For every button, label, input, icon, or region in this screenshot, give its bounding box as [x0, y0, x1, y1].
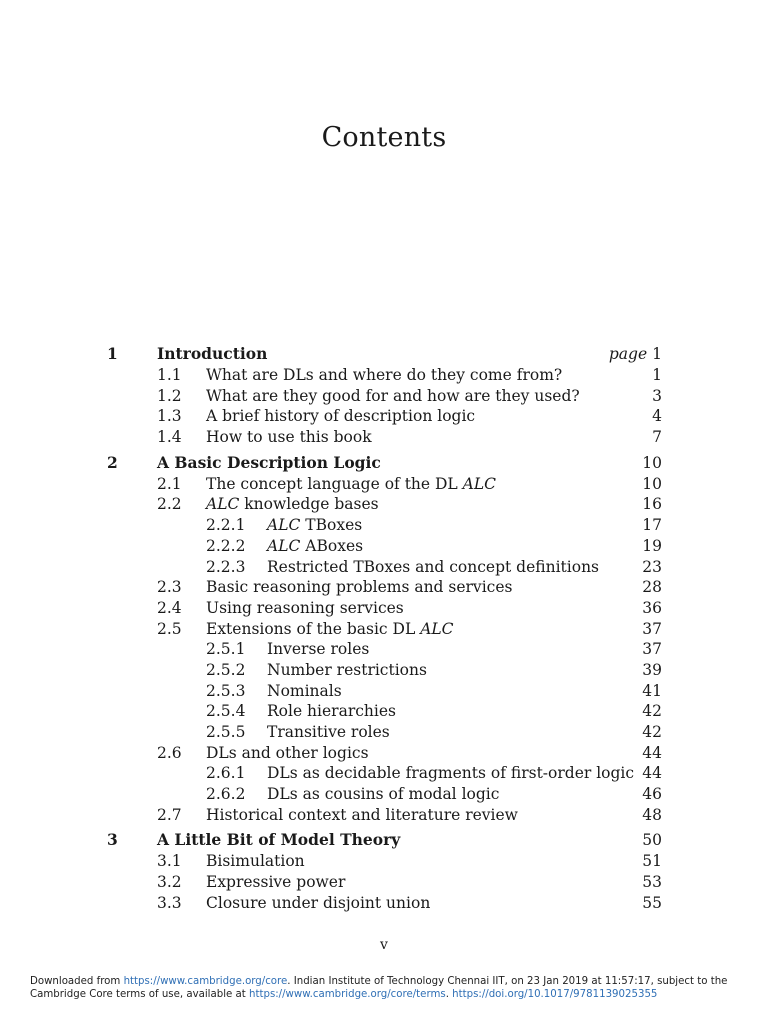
toc-section[interactable] — [0, 893, 768, 914]
toc-page-number — [642, 660, 662, 681]
toc-subsection[interactable] — [0, 701, 768, 722]
toc-title-text: Restricted TBoxes and concept definitions — [267, 557, 600, 576]
footer-text: . — [445, 989, 453, 1000]
toc-page-number — [642, 830, 662, 851]
toc-number: 1.4 — [157, 428, 182, 447]
toc-number: 2.3 — [157, 578, 182, 597]
toc-title — [157, 453, 381, 474]
toc-title-text: DLs and other logics — [206, 743, 369, 762]
toc-page-number — [652, 386, 662, 407]
toc-page-number — [642, 851, 662, 872]
toc-page-number — [642, 681, 662, 702]
toc-subsection[interactable] — [0, 763, 768, 784]
footer-text: Downloaded from — [30, 976, 124, 987]
page-number-value: 51 — [642, 852, 662, 871]
toc-page-number — [652, 427, 662, 448]
page-title: Contents — [321, 122, 447, 153]
page-prefix: page — [608, 345, 648, 363]
toc-number: 1.2 — [157, 386, 182, 405]
toc-page-number — [609, 344, 662, 365]
toc-title-text: knowledge bases — [239, 495, 379, 514]
toc-number: 2.2 — [157, 495, 182, 514]
toc-section[interactable] — [0, 805, 768, 826]
toc-page-number — [642, 872, 662, 893]
page-number-value: 4 — [652, 407, 662, 426]
toc-number: 2.2.3 — [206, 557, 246, 576]
toc-page-number — [642, 577, 662, 598]
page-number-value: 10 — [642, 474, 662, 493]
page-number-value: 44 — [642, 743, 662, 762]
footer-line-2 — [30, 988, 742, 1001]
toc-section[interactable] — [0, 365, 768, 386]
toc-number: 2.4 — [157, 598, 182, 617]
toc-page-number — [642, 743, 662, 764]
toc-page-number — [642, 494, 662, 515]
toc-title — [206, 427, 372, 448]
toc-title — [206, 365, 562, 386]
dl-name: ALC — [462, 474, 497, 493]
toc-section[interactable] — [0, 386, 768, 407]
toc-section[interactable] — [0, 743, 768, 764]
toc-title-text: Historical context and literature review — [206, 805, 518, 824]
page-number-value: 1 — [652, 345, 662, 363]
toc-title — [206, 494, 379, 515]
toc-number: 3 — [107, 830, 118, 850]
dl-name: ALC — [206, 495, 240, 514]
toc-number: 2.2.2 — [206, 536, 246, 555]
toc-subsection[interactable] — [0, 722, 768, 743]
page-number-value: 23 — [642, 557, 662, 576]
toc-section[interactable] — [0, 406, 768, 427]
toc-title-text: ABoxes — [300, 536, 364, 555]
toc-title — [206, 386, 580, 407]
toc-title — [206, 893, 430, 914]
toc-title-text: A Basic Description Logic — [157, 452, 381, 472]
toc-title-text: DLs as cousins of modal logic — [267, 785, 500, 804]
toc-number: 2.5.1 — [206, 640, 246, 659]
dl-name: ALC — [420, 619, 454, 638]
toc-number: 2.5.4 — [206, 702, 246, 721]
dl-name: ALC — [267, 536, 301, 555]
page-number-value: 41 — [642, 681, 662, 700]
page-number-value: 10 — [642, 453, 662, 472]
page-number-value: 16 — [642, 495, 662, 514]
toc-title — [267, 639, 369, 660]
toc-page-number — [642, 557, 662, 578]
page-number-value: 50 — [642, 831, 662, 850]
toc-number: 2.2.1 — [206, 516, 246, 535]
toc-number: 2.5 — [157, 619, 182, 638]
page-number-value: 36 — [642, 598, 662, 617]
toc-title-text: Using reasoning services — [206, 598, 404, 617]
toc-number: 1.3 — [157, 407, 182, 426]
toc-title-text: A brief history of description logic — [206, 407, 476, 426]
toc-page-number — [642, 515, 662, 536]
toc-number: 2.6 — [157, 743, 182, 762]
toc-number: 2.6.2 — [206, 785, 246, 804]
cambridge-core-link[interactable]: https://www.cambridge.org/core — [123, 976, 288, 987]
toc-title-text: Bisimulation — [206, 852, 305, 871]
toc-title-text: TBoxes — [300, 516, 363, 535]
toc-subsection[interactable] — [0, 681, 768, 702]
toc-title — [206, 872, 345, 893]
toc-section[interactable] — [0, 427, 768, 448]
toc-section[interactable] — [0, 577, 768, 598]
toc-title-text: Expressive power — [206, 873, 346, 892]
page-number-value: 55 — [642, 893, 662, 912]
toc-title — [267, 784, 499, 805]
table-of-contents — [0, 344, 768, 914]
toc-title — [206, 406, 475, 427]
toc-subsection[interactable] — [0, 557, 768, 578]
page-number-value: 37 — [642, 640, 662, 659]
terms-link[interactable]: https://www.cambridge.org/core/terms — [249, 989, 446, 1000]
toc-page-number — [642, 598, 662, 619]
toc-title — [267, 515, 362, 536]
toc-page-number — [642, 453, 662, 474]
toc-title-text: Nominals — [267, 681, 342, 700]
toc-title-text: Introduction — [157, 344, 268, 363]
toc-chapter[interactable] — [0, 830, 768, 851]
page-number-value: 37 — [642, 619, 662, 638]
toc-section[interactable] — [0, 872, 768, 893]
toc-number: 3.2 — [157, 873, 182, 892]
toc-title — [157, 344, 267, 365]
page-number-value: 28 — [642, 578, 662, 597]
toc-page-number — [642, 784, 662, 805]
page-number-value: 44 — [642, 764, 662, 783]
toc-title — [157, 830, 400, 851]
toc-title — [206, 743, 369, 764]
toc-chapter[interactable] — [0, 453, 768, 474]
toc-title-text: Extensions of the basic DL — [206, 619, 421, 638]
toc-number: 1.1 — [157, 366, 182, 384]
toc-subsection[interactable] — [0, 536, 768, 557]
toc-title-text: Number restrictions — [267, 660, 427, 679]
toc-title — [267, 763, 634, 784]
toc-subsection[interactable] — [0, 515, 768, 536]
toc-page-number — [652, 406, 662, 427]
toc-title-text: What are DLs and where do they come from? — [206, 366, 563, 384]
page-folio: v — [380, 937, 388, 953]
toc-number: 3.1 — [157, 852, 182, 871]
toc-number: 1 — [107, 344, 118, 363]
toc-page-number — [642, 722, 662, 743]
toc-section[interactable] — [0, 619, 768, 640]
toc-subsection[interactable] — [0, 639, 768, 660]
footer-line-1 — [30, 975, 742, 988]
toc-section[interactable] — [0, 474, 768, 495]
page-number-value: 7 — [652, 428, 662, 447]
toc-title — [267, 701, 396, 722]
dl-name: ALC — [267, 516, 301, 535]
toc-page-number — [642, 805, 662, 826]
toc-page-number — [652, 365, 662, 386]
toc-title-text: Inverse roles — [267, 640, 370, 659]
page-number-value: 17 — [642, 516, 662, 535]
doi-link[interactable]: https://doi.org/10.1017/9781139025355 — [452, 989, 658, 1000]
footer-text: . Indian Institute of Technology Chennai IIT, on 23 Jan 2019 at 11:57:17, subject to the — [287, 976, 728, 987]
toc-section[interactable] — [0, 598, 768, 619]
toc-number: 2.5.3 — [206, 681, 246, 700]
toc-title-text: DLs as decidable fragments of first-order logic — [267, 764, 635, 783]
toc-section[interactable] — [0, 851, 768, 872]
toc-title-text: Role hierarchies — [267, 702, 396, 721]
footer-text: Cambridge Core terms of use, available at — [30, 989, 250, 1000]
toc-title-text: Basic reasoning problems and services — [206, 578, 513, 597]
toc-section[interactable] — [0, 494, 768, 515]
toc-page-number — [642, 893, 662, 914]
toc-number: 2.6.1 — [206, 764, 246, 783]
toc-title-text: How to use this book — [206, 428, 372, 447]
toc-page-number — [642, 763, 662, 784]
toc-title — [267, 536, 363, 557]
toc-title-text: The concept language of the DL — [206, 474, 463, 493]
toc-number: 2.5.2 — [206, 660, 246, 679]
toc-title-text: Closure under disjoint union — [206, 893, 431, 912]
toc-page-number — [642, 701, 662, 722]
page-number-value: 1 — [652, 366, 662, 384]
toc-title-text: A Little Bit of Model Theory — [157, 830, 401, 850]
toc-number: 2 — [107, 452, 118, 472]
toc-page-number — [642, 474, 662, 495]
toc-title — [206, 805, 518, 826]
toc-title — [206, 598, 404, 619]
toc-title — [206, 619, 454, 640]
page-number-value: 39 — [642, 660, 662, 679]
toc-chapter[interactable] — [0, 344, 768, 365]
page-number-value: 19 — [642, 536, 662, 555]
toc-title — [267, 722, 390, 743]
toc-number: 2.5.5 — [206, 723, 246, 741]
toc-title — [267, 557, 599, 578]
page-number-value: 42 — [642, 702, 662, 721]
toc-page-number — [642, 639, 662, 660]
toc-number: 2.1 — [157, 474, 182, 493]
toc-title — [267, 660, 427, 681]
toc-title — [206, 577, 512, 598]
toc-title-text: What are they good for and how are they used? — [206, 386, 580, 405]
page-number-value: 46 — [642, 785, 662, 804]
toc-title — [206, 474, 496, 495]
toc-title-text: Transitive roles — [267, 723, 390, 741]
toc-page-number — [642, 536, 662, 557]
page-number-value: 42 — [642, 723, 662, 741]
toc-subsection[interactable] — [0, 660, 768, 681]
toc-number: 3.3 — [157, 893, 182, 912]
toc-page-number — [642, 619, 662, 640]
page-number-value: 48 — [642, 805, 662, 824]
page-number-value: 3 — [652, 386, 662, 405]
download-notice — [30, 975, 742, 1001]
toc-number: 2.7 — [157, 805, 182, 824]
toc-subsection[interactable] — [0, 784, 768, 805]
page-number-value: 53 — [642, 873, 662, 892]
toc-title — [206, 851, 305, 872]
toc-title — [267, 681, 342, 702]
